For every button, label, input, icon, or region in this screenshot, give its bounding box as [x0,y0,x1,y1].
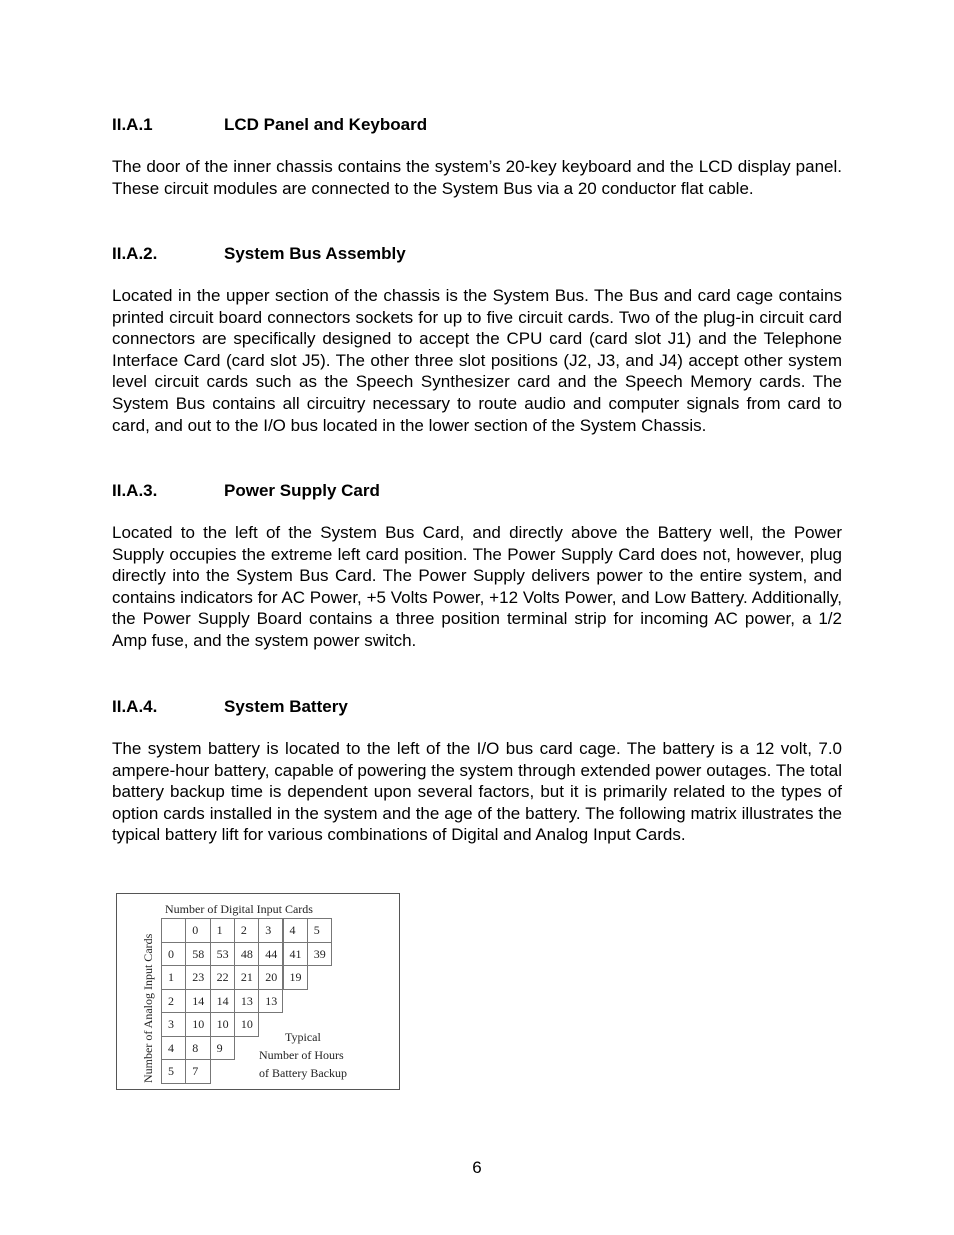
matrix-note-line: Number of Hours [259,1048,344,1062]
matrix-value-cell: 48 [234,942,259,967]
matrix-value-cell: 10 [234,1012,259,1037]
matrix-value-cell: 13 [258,989,283,1014]
matrix-value-cell: 19 [283,965,308,990]
matrix-value-cell: 44 [258,942,283,967]
matrix-value-cell: 10 [210,1012,235,1037]
section-number: II.A.4. [112,697,158,716]
matrix-value-cell: 13 [234,989,259,1014]
matrix-value-cell: 22 [210,965,235,990]
matrix-column-header: 1 [210,918,235,943]
matrix-value-cell: 21 [234,965,259,990]
matrix-value-cell: 23 [185,965,210,990]
battery-backup-matrix [116,893,400,1090]
matrix-column-header: 5 [307,918,332,943]
matrix-value-cell: 9 [210,1036,235,1061]
matrix-note-line: Typical [285,1030,321,1044]
section-number: II.A.2. [112,244,158,263]
matrix-value-cell: 53 [210,942,235,967]
matrix-row-header: 4 [161,1036,186,1061]
section-heading-lcd [112,114,427,135]
section-title: Power Supply Card [224,481,380,500]
section-heading-battery [112,696,348,717]
matrix-value-cell: 14 [210,989,235,1014]
matrix-row-header: 5 [161,1059,186,1084]
section-heading-power-supply [112,480,380,501]
matrix-column-header: 0 [185,918,210,943]
matrix-value-cell: 39 [307,942,332,967]
matrix-value-cell: 10 [185,1012,210,1037]
matrix-column-header: 3 [258,918,283,943]
matrix-note-line: of Battery Backup [259,1066,347,1080]
matrix-row-header: 3 [161,1012,186,1037]
section-body-system-bus: Located in the upper section of the chassis is the System Bus. The Bus and card cage contains printed circuit board connectors sockets for up to five circuit cards. Two of the plug-in circuit card connectors are specifically designed to accept the CPU card (card slot J1) and the Telephone Interface Card (card slot J5). The other three slot positions (J2, J3, and J4) accept other system level circuit cards such as the Speech Synthesizer card and the Speech Memory cards. The System Bus contains all circuitry necessary to route audio and computer signals from card to card, and out to the I/O bus located in the lower section of the System Chassis. [112,286,842,435]
matrix-row-title: Number of Analog Input Cards [141,933,155,1083]
matrix-value-cell: 7 [185,1059,210,1084]
section-title: LCD Panel and Keyboard [224,115,428,134]
section-number: II.A.3. [112,481,158,500]
section-title: System Battery [224,697,348,716]
matrix-row-header: 2 [161,989,186,1014]
section-body-power-supply: Located to the left of the System Bus Card, and directly above the Battery well, the Power Supply occupies the extreme left card position. The Power Supply Card does not, however, plug directly into the System Bus Card. The Power Supply delivers power to the entire system, and contains indicators for AC Power, +5 Volts Power, +12 Volts Power, and Low Battery. Additionally, the Power Supply Board contains a three position terminal strip for incoming AC power, a 1/2 Amp fuse, and the system power switch. [112,523,842,650]
matrix-value-cell: 58 [185,942,210,967]
page-number: 6 [472,1158,482,1177]
matrix-corner-cell [161,918,186,943]
matrix-row-header: 0 [161,942,186,967]
section-number: II.A.1 [112,115,153,134]
matrix-column-header: 4 [283,918,308,943]
matrix-column-header: 2 [234,918,259,943]
section-body-battery: The system battery is located to the left of the I/O bus card cage. The battery is a 12 volt, 7.0 ampere-hour battery, capable of powering the system through extended power outages. The total battery backup time is dependent upon several factors, but it is primarily related to the types of option cards installed in the system and the age of the battery. The following matrix illustrates the typical battery lift for various combinations of Digital and Analog Input Cards. [112,739,842,845]
matrix-value-cell: 14 [185,989,210,1014]
matrix-column-title: Number of Digital Input Cards [165,902,313,916]
matrix-value-cell: 41 [283,942,308,967]
section-body-lcd: The door of the inner chassis contains the system’s 20-key keyboard and the LCD display panel. These circuit modules are connected to the System Bus via a 20 conductor flat cable. [112,157,842,198]
matrix-value-cell: 20 [258,965,283,990]
section-title: System Bus Assembly [224,244,406,263]
matrix-row-header: 1 [161,965,186,990]
section-heading-system-bus [112,243,406,264]
matrix-value-cell: 8 [185,1036,210,1061]
